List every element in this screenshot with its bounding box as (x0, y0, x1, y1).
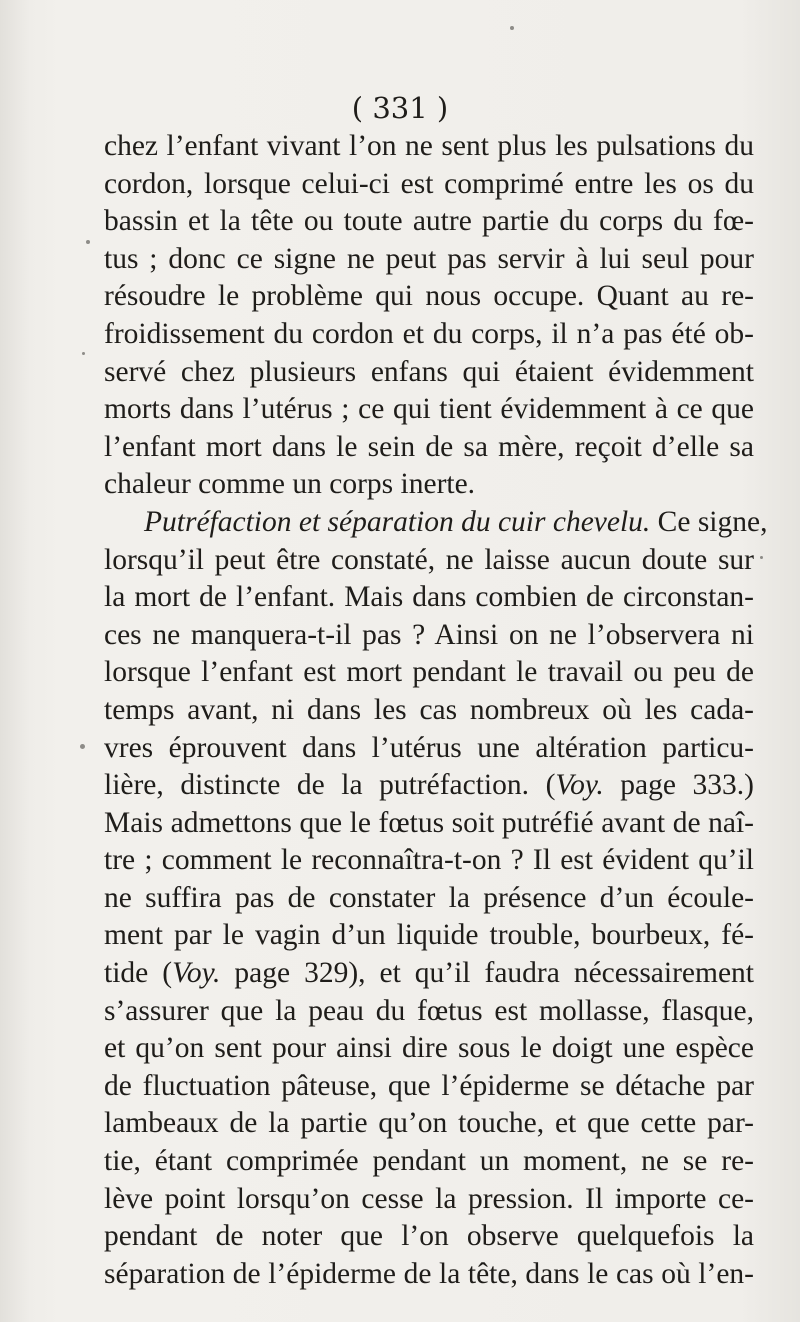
ref-prefix: tide ( (104, 957, 173, 990)
text-line: servé chez plusieurs enfans qui étaient évidemment (104, 355, 754, 388)
text-line: tie, étant comprimée pendant un moment, ne se re- (104, 1145, 754, 1178)
text-line: de fluctuation pâteuse, que l’épiderme se détache par (104, 1069, 754, 1102)
text-line: et qu’on sent pour ainsi dire sous le doigt une espèce (104, 1032, 754, 1065)
paper-speck (86, 240, 90, 244)
text-line: résoudre le problème qui nous occupe. Quant au re- (104, 280, 754, 313)
body-text (104, 128, 768, 1293)
reference-line (104, 767, 754, 805)
page-number: ( 331 ) (351, 91, 449, 125)
text-line: froidissement du cordon et du corps, il n’a pas été ob- (104, 317, 754, 350)
text-line: lève point lorsqu’on cesse la pression. Il importe ce- (104, 1182, 754, 1215)
text-line: ces ne manquera-t-il pas ? Ainsi on ne l’observera ni (104, 618, 754, 651)
text-line: Mais admettons que le fœtus soit putréfié avant de naî- (104, 806, 754, 839)
text-line: lorsque l’enfant est mort pendant le travail ou peu de (104, 656, 754, 689)
paper-speck (760, 556, 763, 559)
ref-prefix: lière, distincte de la putréfaction. ( (104, 769, 556, 802)
section-heading: Putréfaction et séparation du cuir chevelu. (144, 505, 651, 538)
text-line: temps avant, ni dans les cas nombreux où les cada- (104, 693, 754, 726)
text-line: tre ; comment le reconnaîtra-t-on ? Il est évident qu’il (104, 844, 754, 877)
section-heading-line (104, 504, 768, 542)
text-line: ne suffira pas de constater la présence d’un écoule- (104, 881, 754, 914)
ref-suffix: page 329), et qu’il faudra nécessairement (220, 957, 754, 990)
paper-speck (80, 744, 85, 749)
text-line: vres éprouvent dans l’utérus une altération particu- (104, 731, 754, 764)
text-line: chez l’enfant vivant l’on ne sent plus les pulsations du (104, 130, 754, 162)
text-line: séparation de l’épiderme de la tête, dans le cas où l’en- (104, 1257, 754, 1290)
text-line: pendant de noter que l’on observe quelquefois la (104, 1220, 754, 1253)
text-line: morts dans l’utérus ; ce qui tient évidemment à ce que (104, 393, 754, 426)
paper-speck (82, 352, 85, 355)
heading-line-rest: Ce signe, (650, 505, 768, 538)
ref-abbrev: Voy. (555, 769, 604, 802)
text-line: ment par le vagin d’un liquide trouble, bourbeux, fé- (104, 919, 754, 952)
text-line: tus ; donc ce signe ne peut pas servir à lui seul pour (104, 242, 754, 275)
reference-line (104, 955, 754, 993)
text-line: s’assurer que la peau du fœtus est mollasse, flasque, (104, 994, 754, 1027)
text-line: lorsqu’il peut être constaté, ne laisse aucun doute sur (104, 543, 754, 576)
text-line: lambeaux de la partie qu’on touche, et que cette par- (104, 1107, 754, 1140)
text-line: l’enfant mort dans le sein de sa mère, reçoit d’elle sa (104, 430, 754, 463)
text-line: la mort de l’enfant. Mais dans combien de circonstan- (104, 581, 754, 614)
ref-abbrev: Voy. (172, 957, 221, 990)
text-line: bassin et la tête ou toute autre partie du corps du fœ- (104, 205, 754, 238)
text-line: cordon, lorsque celui-ci est comprimé entre les os du (104, 167, 754, 200)
ref-suffix: page 333.) (603, 769, 754, 802)
paper-speck (510, 26, 514, 30)
text-line: chaleur comme un corps inerte. (104, 468, 476, 501)
